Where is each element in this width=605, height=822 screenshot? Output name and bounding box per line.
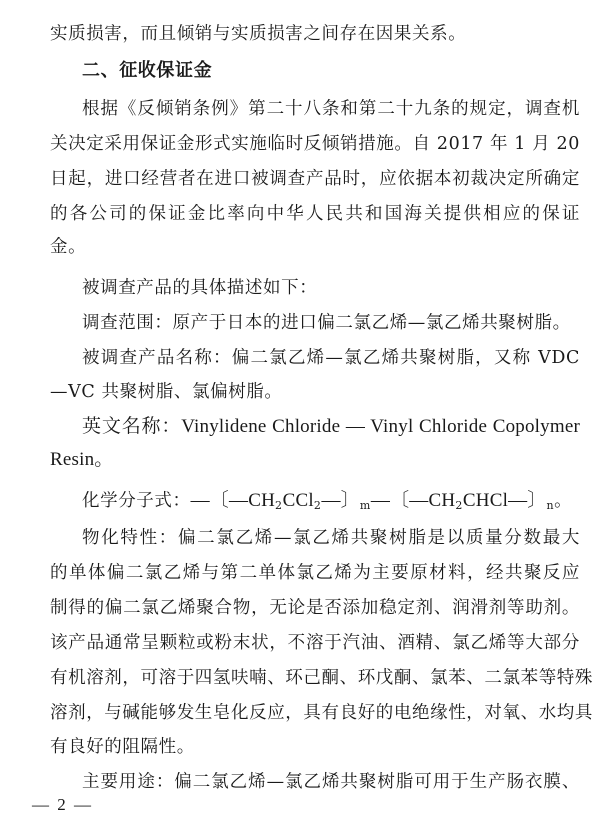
english-name-line: Resin。	[50, 449, 114, 470]
paragraph-line: 金。	[50, 237, 87, 257]
page-number: — 2 —	[32, 795, 93, 814]
formula-subscript: n	[546, 499, 555, 512]
paragraph-line: 物化特性：偏二氯乙烯—氯乙烯共聚树脂是以质量分数最大	[82, 528, 580, 548]
paragraph-line: 该产品通常呈颗粒或粉末状，不溶于汽油、酒精、氯乙烯等大部分	[50, 633, 580, 653]
paragraph-line: 调查范围：原产于日本的进口偏二氯乙烯—氯乙烯共聚树脂。	[82, 313, 571, 333]
paragraph-line: 根据《反倾销条例》第二十八条和第二十九条的规定，调查机	[82, 99, 580, 119]
paragraph-line: 实质损害，而且倾销与实质损害之间存在因果关系。	[50, 24, 467, 44]
formula-subscript: m	[359, 499, 371, 512]
formula-part: —〕	[321, 490, 360, 511]
paragraph-line: 有机溶剂，可溶于四氢呋喃、环己酮、环戊酮、氯苯、二氯苯等特殊	[50, 668, 593, 688]
paragraph-line: 关决定采用保证金形式实施临时反倾销措施。自 2017 年 1 月 20	[50, 134, 580, 154]
formula-label: 化学分子式：	[82, 491, 191, 511]
paragraph-line: 日起，进口经营者在进口被调查产品时，应依据本初裁决定所确定	[50, 169, 580, 189]
formula-part: —〔—CH	[190, 490, 276, 511]
paragraph-line: 的各公司的保证金比率向中华人民共和国海关提供相应的保证	[50, 204, 580, 224]
formula-part: CHCl—〕	[462, 490, 547, 511]
paragraph-line: —VC 共聚树脂、氯偏树脂。	[50, 382, 283, 402]
paragraph-line: 主要用途：偏二氯乙烯—氯乙烯共聚树脂可用于生产肠衣膜、	[82, 772, 580, 792]
paragraph-line: 的单体偏二氯乙烯与第二单体氯乙烯为主要原材料，经共聚反应	[50, 563, 580, 583]
formula-part: CCl	[282, 490, 314, 511]
formula-part: 。	[554, 491, 573, 511]
formula-subscript: 2	[455, 499, 463, 512]
paragraph-line: 溶剂，与碱能够发生皂化反应，具有良好的电绝缘性，对氧、水均具	[50, 703, 593, 723]
formula-subscript: 2	[275, 499, 283, 512]
paragraph-line: 有良好的阻隔性。	[50, 737, 195, 757]
chemical-formula	[82, 489, 580, 513]
paragraph-line: 制得的偏二氯乙烯聚合物，无论是否添加稳定剂、润滑剂等助剂。	[50, 598, 580, 618]
paragraph-line: 被调查产品名称：偏二氯乙烯—氯乙烯共聚树脂，又称 VDC	[82, 348, 580, 368]
formula-part: —〔—CH	[370, 490, 456, 511]
formula-subscript: 2	[313, 499, 322, 512]
section-heading: 二、征收保证金	[82, 60, 213, 81]
english-name-line: 英文名称：Vinylidene Chloride — Vinyl Chloride Copolymer	[82, 416, 580, 437]
paragraph-line: 被调查产品的具体描述如下：	[82, 278, 318, 298]
